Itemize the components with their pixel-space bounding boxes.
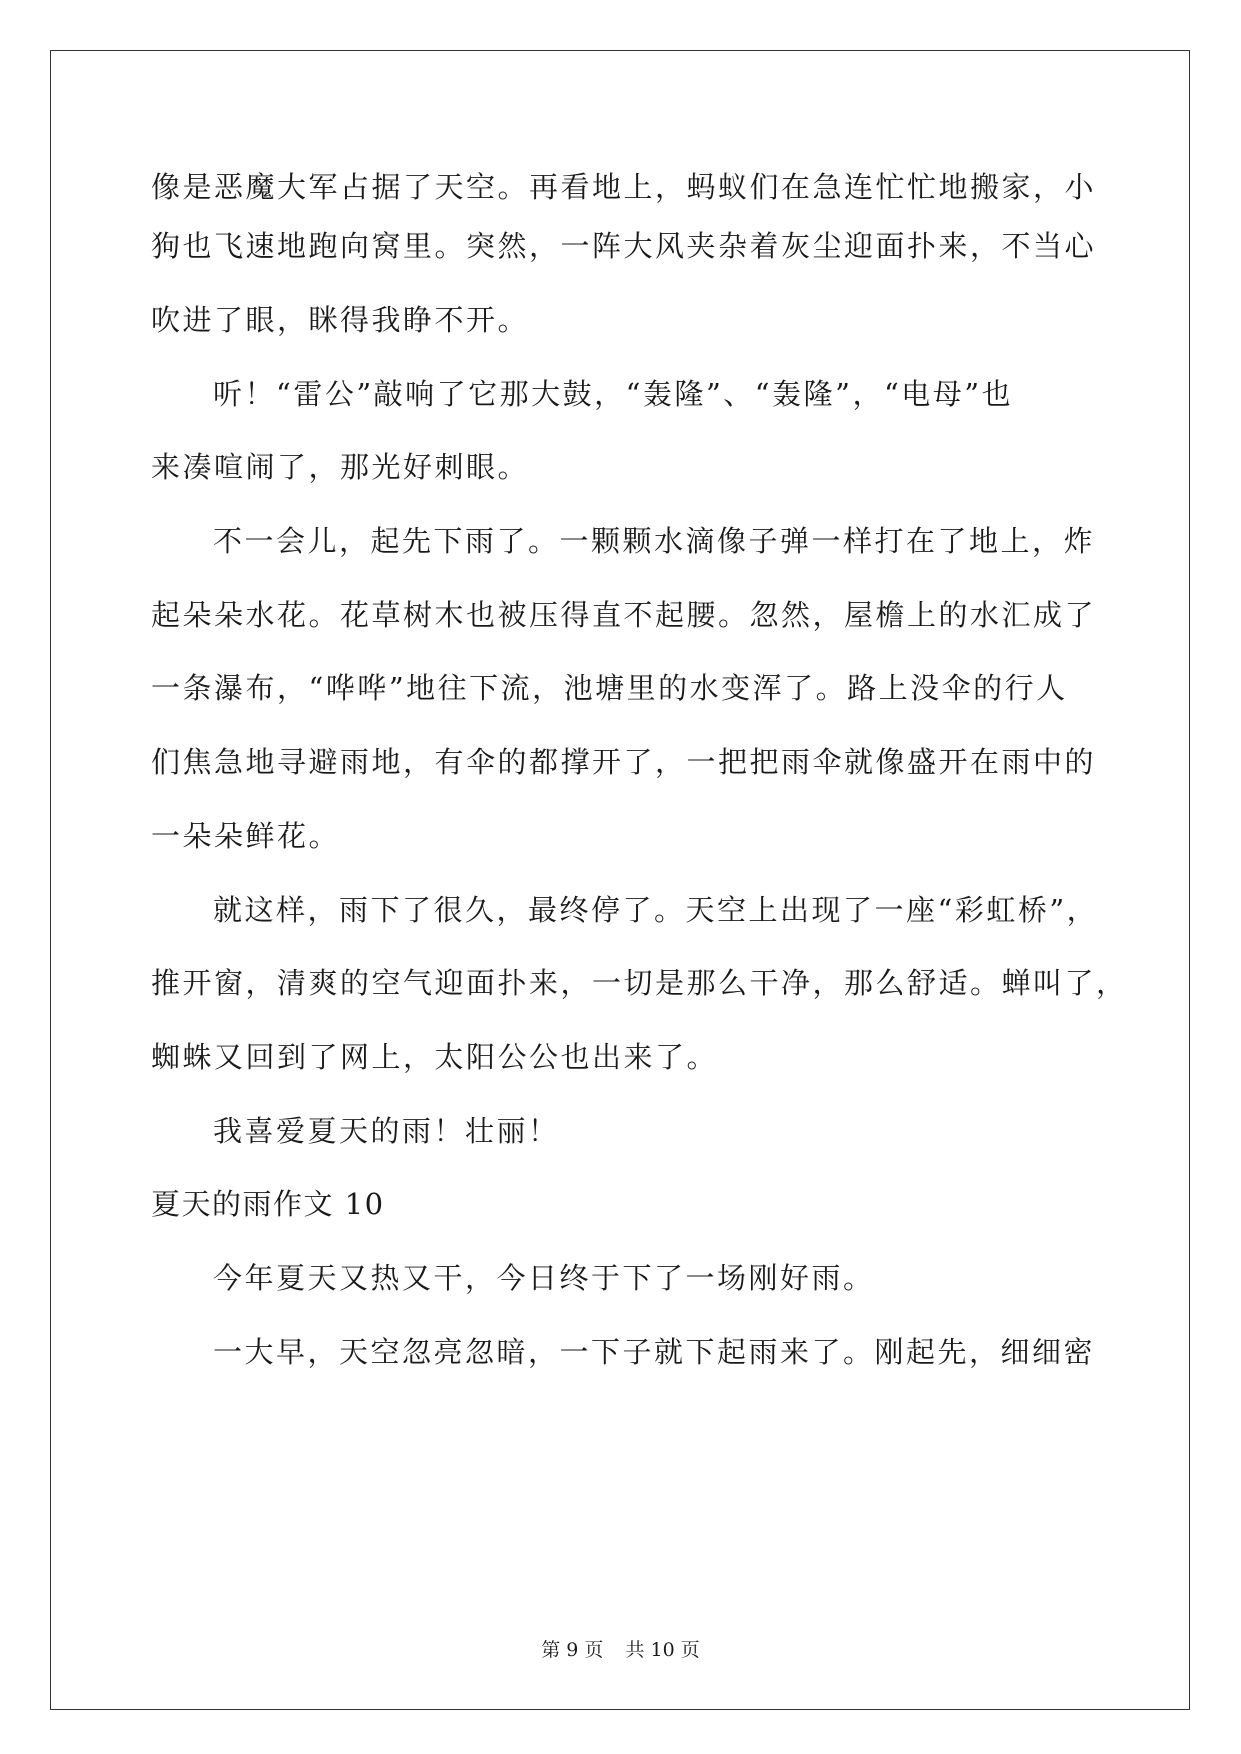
page-border [50, 50, 1190, 1710]
page-total: 共 10 页 [625, 1639, 700, 1661]
text-line: 狗也飞速地跑向窝里。突然，一阵大风夹杂着灰尘迎面扑来，不当心 [151, 229, 1097, 263]
text-line: 像是恶魔大军占据了天空。再看地上，蚂蚁们在急连忙忙地搬家，小 [151, 170, 1097, 204]
text-line: 吹进了眼，眯得我睁不开。 [151, 303, 530, 337]
paragraph-start: 一大早，天空忽亮忽暗，一下子就下起雨来了。刚起先，细细密 [213, 1335, 1096, 1369]
paragraph-start: 我喜爱夏天的雨！壮丽！ [213, 1114, 560, 1148]
text-line: 起朵朵水花。花草树木也被压得直不起腰。忽然，屋檐上的水汇成了 [151, 598, 1097, 632]
text-line: 蜘蛛又回到了网上，太阳公公也出来了。 [151, 1040, 719, 1074]
page-footer [0, 1638, 1241, 1662]
text-line: 来凑喧闹了，那光好刺眼。 [151, 450, 530, 484]
paragraph-start: 今年夏天又热又干，今日终于下了一场刚好雨。 [213, 1261, 875, 1295]
text-line: 推开窗，清爽的空气迎面扑来，一切是那么干净，那么舒适。蝉叫了， [151, 966, 1128, 1000]
text-line: 们焦急地寻避雨地，有伞的都撑开了，一把把雨伞就像盛开在雨中的 [151, 745, 1097, 779]
page-number: 第 9 页 [541, 1639, 604, 1661]
text-line: 一条瀑布，“哗哗”地往下流，池塘里的水变浑了。路上没伞的行人 [151, 671, 1068, 705]
paragraph-start: 听！“雷公”敲响了它那大鼓，“轰隆”、“轰隆”，“电母”也 [213, 377, 1014, 411]
text-line: 一朵朵鲜花。 [151, 819, 341, 853]
paragraph-start: 就这样，雨下了很久，最终停了。天空上出现了一座“彩虹桥”， [213, 893, 1099, 927]
section-heading: 夏天的雨作文 10 [151, 1187, 385, 1221]
paragraph-start: 不一会儿，起先下雨了。一颗颗水滴像子弹一样打在了地上，炸 [213, 524, 1096, 558]
